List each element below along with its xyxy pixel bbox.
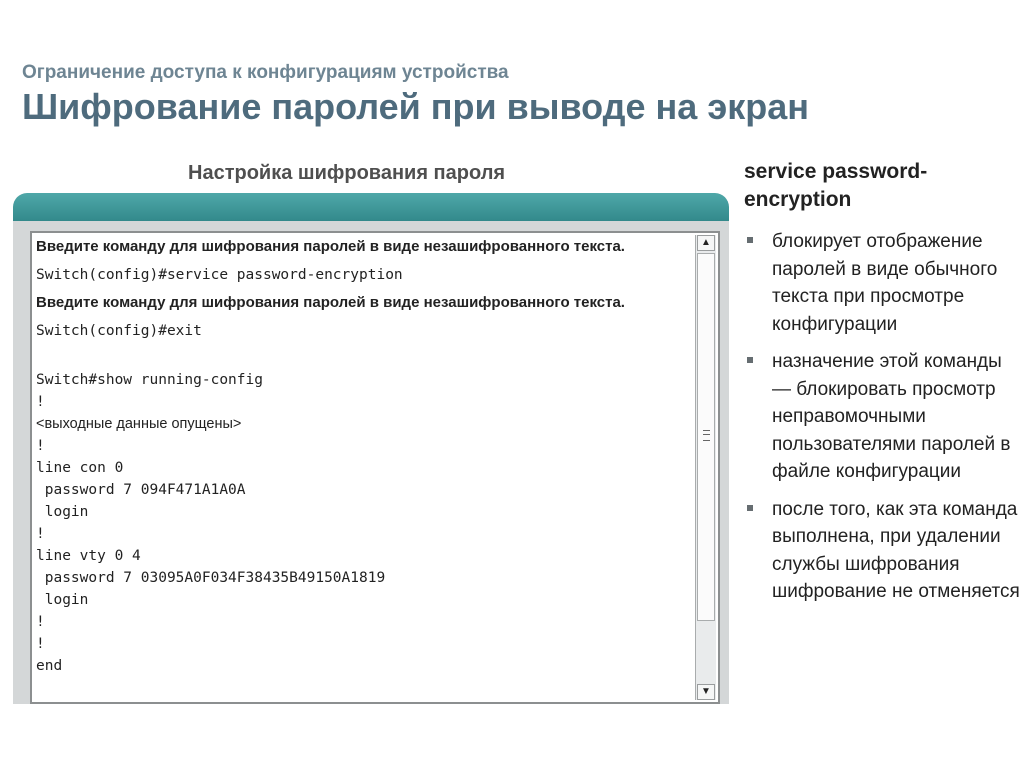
terminal-output[interactable] [36, 237, 676, 697]
bullet-item [744, 496, 1022, 606]
bullet-text: назначение этой команды — блокировать просмотр неправомочными пользователями паролей в файле конфигурации [772, 351, 1011, 482]
slide-subtitle: Ограничение доступа к конфигурациям устройства [22, 62, 509, 83]
terminal-line-command-2: Switch(config)#exit [36, 323, 202, 339]
square-bullet-icon [747, 237, 753, 243]
side-bullet-list [744, 228, 1022, 616]
scroll-up-button[interactable] [697, 235, 715, 251]
scroll-down-button[interactable] [697, 684, 715, 700]
square-bullet-icon [747, 357, 753, 363]
bullet-item [744, 348, 1022, 486]
terminal-line-output: ! [36, 438, 45, 454]
terminal-line-output: <выходные данные опущены> [36, 416, 242, 432]
terminal-window [13, 193, 729, 733]
terminal-line-output: ! [36, 394, 45, 410]
triangle-down-icon: ▼ [701, 686, 711, 697]
grip-lines-icon [703, 430, 710, 441]
bullet-item [744, 228, 1022, 338]
terminal-line-command-1: Switch(config)#service password-encryption [36, 267, 403, 283]
vertical-scrollbar[interactable] [695, 235, 716, 700]
side-heading: service password-encryption [744, 160, 928, 211]
slide-title: Шифрование паролей при выводе на экран [22, 86, 809, 127]
bullet-text: после того, как эта команда выполнена, при удалении службы шифрования шифрование не отменяется [772, 498, 1020, 602]
square-bullet-icon [747, 505, 753, 511]
terminal-line-output: login [36, 504, 89, 520]
terminal-line-output: password 7 094F471A1A0A [36, 482, 246, 498]
terminal-line-output: line vty 0 4 [36, 548, 141, 564]
terminal-line-prompt-2: Введите команду для шифрования паролей в виде незашифрованного текста. [36, 294, 625, 311]
scroll-thumb[interactable] [697, 253, 715, 621]
terminal-line-command-3: Switch#show running-config [36, 372, 263, 388]
terminal-line-output: end [36, 658, 63, 674]
bottom-fade [0, 704, 732, 767]
terminal-line-prompt-1: Введите команду для шифрования паролей в виде незашифрованного текста. [36, 238, 625, 255]
triangle-up-icon: ▲ [701, 237, 711, 248]
terminal-line-output: line con 0 [36, 460, 124, 476]
terminal-frame [30, 231, 720, 704]
terminal-line-output: login [36, 592, 89, 608]
terminal-line-output: password 7 03095A0F034F38435B49150A1819 [36, 570, 386, 586]
terminal-line-output: ! [36, 526, 45, 542]
panel-heading: Настройка шифрования пароля [188, 162, 506, 184]
terminal-line-output: ! [36, 636, 45, 652]
window-title-bar [13, 193, 729, 221]
bullet-text: блокирует отображение паролей в виде обычного текста при просмотре конфигурации [772, 231, 998, 335]
terminal-line-output: ! [36, 614, 45, 630]
